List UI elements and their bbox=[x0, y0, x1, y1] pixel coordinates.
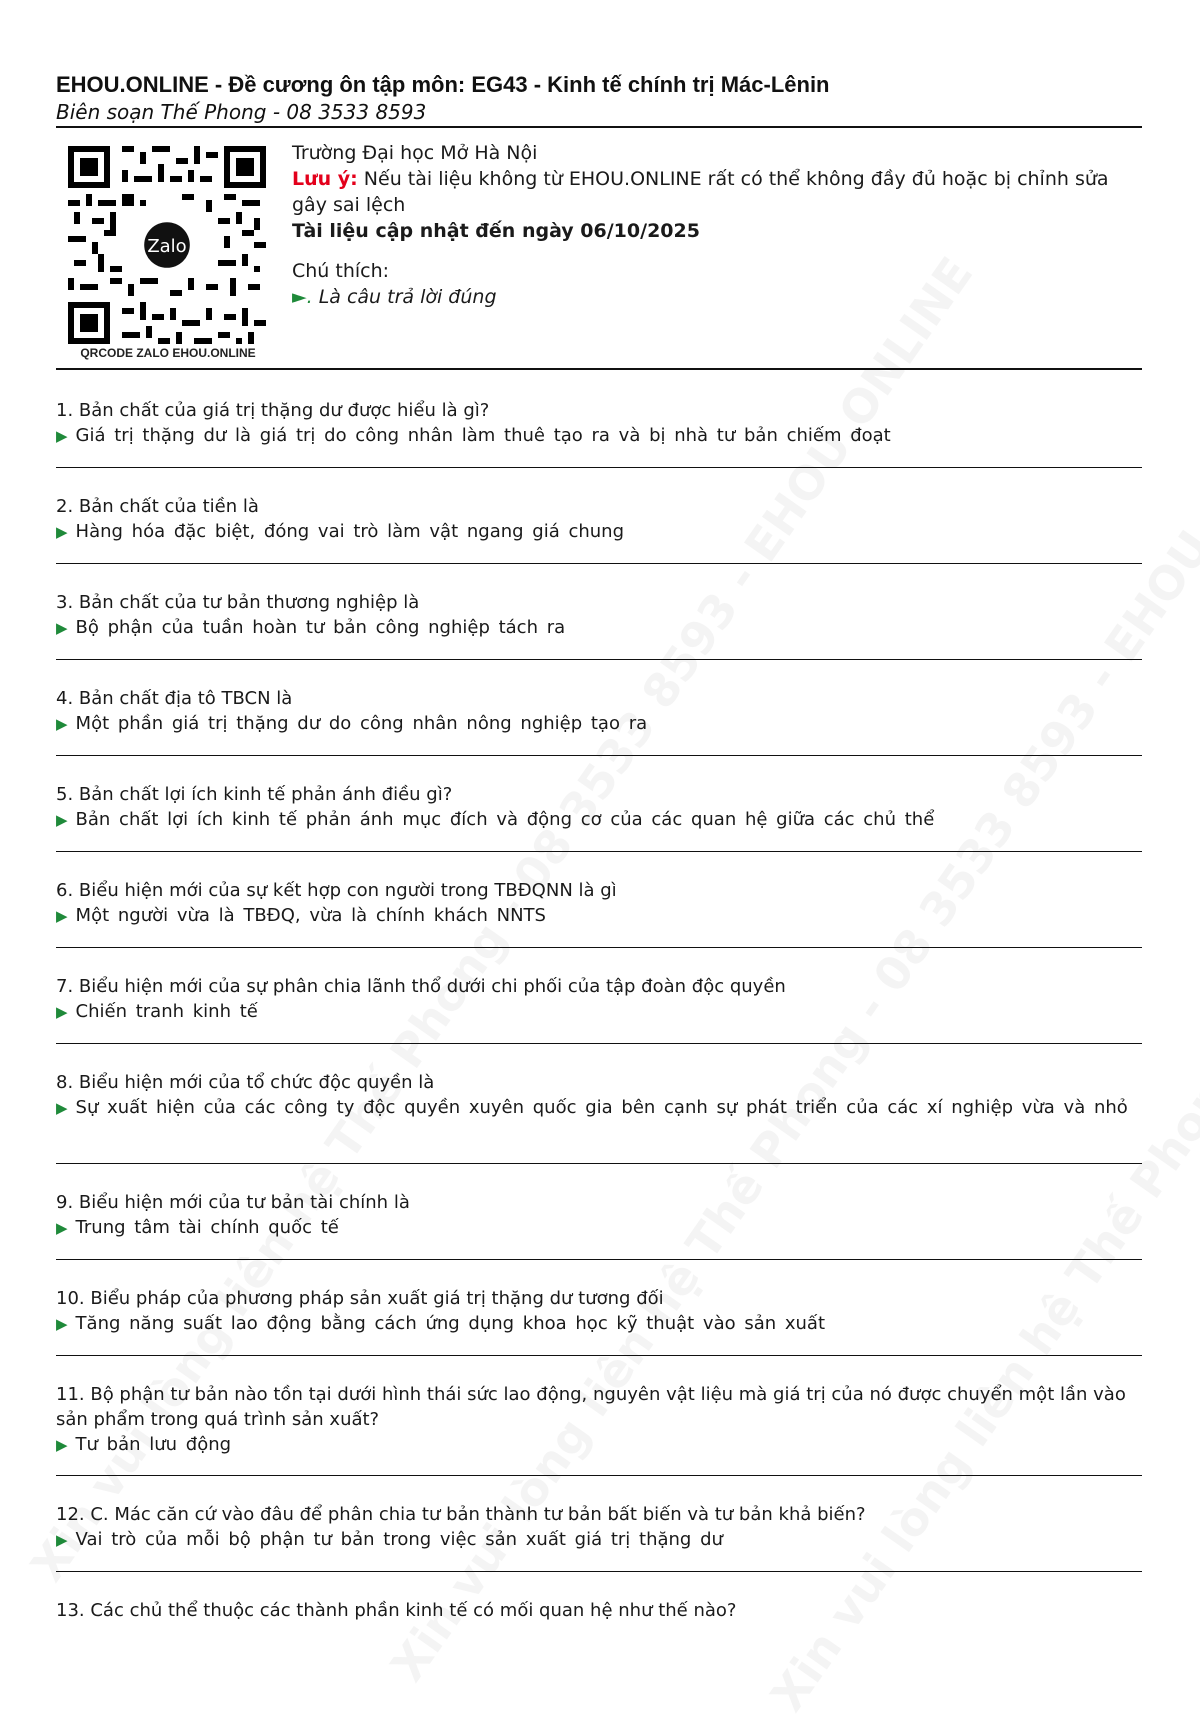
qr-caption: QRCODE ZALO EHOU.ONLINE bbox=[80, 346, 256, 360]
answer bbox=[56, 1432, 1142, 1458]
answer-arrow-icon: ▶ bbox=[56, 427, 68, 445]
question-divider bbox=[56, 1259, 1142, 1260]
question-divider bbox=[56, 1043, 1142, 1044]
question-text: 4. Bản chất địa tô TBCN là bbox=[56, 688, 293, 709]
question-item bbox=[56, 398, 1142, 449]
qr-code-icon bbox=[68, 146, 266, 344]
question-divider bbox=[56, 467, 1142, 468]
legend-text: Là câu trả lời đúng bbox=[312, 286, 497, 308]
document-author: Biên soạn Thế Phong - 08 3533 8593 bbox=[56, 100, 427, 124]
answer bbox=[56, 711, 1142, 737]
document-info bbox=[292, 140, 1142, 310]
question-item bbox=[56, 974, 1142, 1025]
answer bbox=[56, 1215, 1142, 1241]
question-item bbox=[56, 1502, 1142, 1553]
question-item bbox=[56, 494, 1142, 545]
answer-text: Vai trò của mỗi bộ phận tư bản trong việc sản xuất giá trị thặng dư bbox=[75, 1529, 723, 1550]
answer-text: Trung tâm tài chính quốc tế bbox=[75, 1217, 339, 1238]
legend-title: Chú thích: bbox=[292, 260, 390, 282]
question-item bbox=[56, 1382, 1142, 1458]
header-divider bbox=[56, 126, 1142, 128]
answer-arrow-icon: ▶ bbox=[56, 715, 68, 733]
question-text: 7. Biểu hiện mới của sự phân chia lãnh thổ dưới chi phối của tập đoàn độc quyền bbox=[56, 976, 786, 997]
answer-arrow-icon: ▶ bbox=[56, 619, 68, 637]
question-divider bbox=[56, 1163, 1142, 1164]
question-item bbox=[56, 782, 1142, 833]
question-item bbox=[56, 590, 1142, 641]
answer bbox=[56, 1095, 1142, 1121]
answer-arrow-icon: ▶ bbox=[56, 811, 68, 829]
question-divider bbox=[56, 851, 1142, 852]
question-divider bbox=[56, 563, 1142, 564]
answer-text: Hàng hóa đặc biệt, đóng vai trò làm vật ngang giá chung bbox=[75, 521, 625, 542]
question-divider bbox=[56, 1475, 1142, 1476]
answer bbox=[56, 1311, 1142, 1337]
answer-arrow-icon: ▶ bbox=[56, 1219, 68, 1237]
answer bbox=[56, 807, 1142, 833]
question-text: 13. Các chủ thể thuộc các thành phần kinh tế có mối quan hệ như thế nào? bbox=[56, 1600, 737, 1621]
question-text: 1. Bản chất của giá trị thặng dư được hiểu là gì? bbox=[56, 400, 490, 421]
answer-text: Chiến tranh kinh tế bbox=[75, 1001, 258, 1022]
question-text: 3. Bản chất của tư bản thương nghiệp là bbox=[56, 592, 420, 613]
answer bbox=[56, 1527, 1142, 1553]
question-item bbox=[56, 878, 1142, 929]
question-item bbox=[56, 1190, 1142, 1241]
question-item bbox=[56, 1070, 1142, 1121]
question-divider bbox=[56, 1355, 1142, 1356]
answer-text: Một người vừa là TBĐQ, vừa là chính khách NNTS bbox=[75, 905, 546, 926]
updated-date: Tài liệu cập nhật đến ngày 06/10/2025 bbox=[292, 220, 700, 242]
answer bbox=[56, 999, 1142, 1025]
question-text: 8. Biểu hiện mới của tổ chức độc quyền là bbox=[56, 1072, 435, 1093]
question-text: 2. Bản chất của tiền là bbox=[56, 496, 259, 517]
answer-text: Bộ phận của tuần hoàn tư bản công nghiệp tách ra bbox=[75, 617, 566, 638]
answer-text: Sự xuất hiện của các công ty độc quyền xuyên quốc gia bên cạnh sự phát triển của các xí nghiệp vừa và nhỏ bbox=[75, 1097, 1128, 1118]
answer-text: Một phần giá trị thặng dư do công nhân nông nghiệp tạo ra bbox=[75, 713, 648, 734]
question-text: 6. Biểu hiện mới của sự kết hợp con người trong TBĐQNN là gì bbox=[56, 880, 617, 901]
question-item bbox=[56, 1286, 1142, 1337]
answer-text: Bản chất lợi ích kinh tế phản ánh mục đích và động cơ của các quan hệ giữa các chủ thể bbox=[75, 809, 935, 830]
answer-marker-icon: ►. bbox=[292, 286, 313, 308]
question-divider bbox=[56, 947, 1142, 948]
warning-note bbox=[292, 166, 1142, 218]
question-divider bbox=[56, 659, 1142, 660]
answer bbox=[56, 903, 1142, 929]
question-text: 11. Bộ phận tư bản nào tồn tại dưới hình thái sức lao động, nguyên vật liệu mà giá trị của nó được chuyển một lần vào sản phẩm trong quá trình sản xuất? bbox=[56, 1384, 1126, 1430]
question-text: 10. Biểu pháp của phương pháp sản xuất giá trị thặng dư tương đối bbox=[56, 1288, 664, 1309]
question-item bbox=[56, 686, 1142, 737]
question-text: 9. Biểu hiện mới của tư bản tài chính là bbox=[56, 1192, 410, 1213]
document-title: EHOU.ONLINE - Đề cương ôn tập môn: EG43 - Kinh tế chính trị Mác-Lênin bbox=[56, 72, 830, 97]
school-name: Trường Đại học Mở Hà Nội bbox=[292, 142, 538, 164]
answer bbox=[56, 423, 1142, 449]
answer bbox=[56, 519, 1142, 545]
question-item bbox=[56, 1598, 1142, 1623]
answer-arrow-icon: ▶ bbox=[56, 1315, 68, 1333]
answer-arrow-icon: ▶ bbox=[56, 907, 68, 925]
question-text: 5. Bản chất lợi ích kinh tế phản ánh điều gì? bbox=[56, 784, 453, 805]
answer-arrow-icon: ▶ bbox=[56, 1003, 68, 1021]
answer-arrow-icon: ▶ bbox=[56, 523, 68, 541]
legend-entry bbox=[292, 284, 1142, 310]
answer-text: Tư bản lưu động bbox=[75, 1434, 232, 1455]
answer-text: Tăng năng suất lao động bằng cách ứng dụng khoa học kỹ thuật vào sản xuất bbox=[75, 1313, 826, 1334]
question-divider bbox=[56, 1571, 1142, 1572]
warning-text: Nếu tài liệu không từ EHOU.ONLINE rất có thể không đầy đủ hoặc bị chỉnh sửa gây sai lệch bbox=[292, 168, 1109, 216]
question-divider bbox=[56, 755, 1142, 756]
answer-arrow-icon: ▶ bbox=[56, 1099, 68, 1117]
answer-arrow-icon: ▶ bbox=[56, 1531, 68, 1549]
answer-arrow-icon: ▶ bbox=[56, 1436, 68, 1454]
answer-text: Giá trị thặng dư là giá trị do công nhân làm thuê tạo ra và bị nhà tư bản chiếm đoạt bbox=[75, 425, 891, 446]
zalo-logo-label: Zalo bbox=[147, 236, 187, 258]
section-divider bbox=[56, 368, 1142, 370]
warning-label: Lưu ý: bbox=[292, 168, 358, 190]
answer bbox=[56, 615, 1142, 641]
question-text: 12. C. Mác căn cứ vào đâu để phân chia tư bản thành tư bản bất biến và tư bản khả biến? bbox=[56, 1504, 866, 1525]
